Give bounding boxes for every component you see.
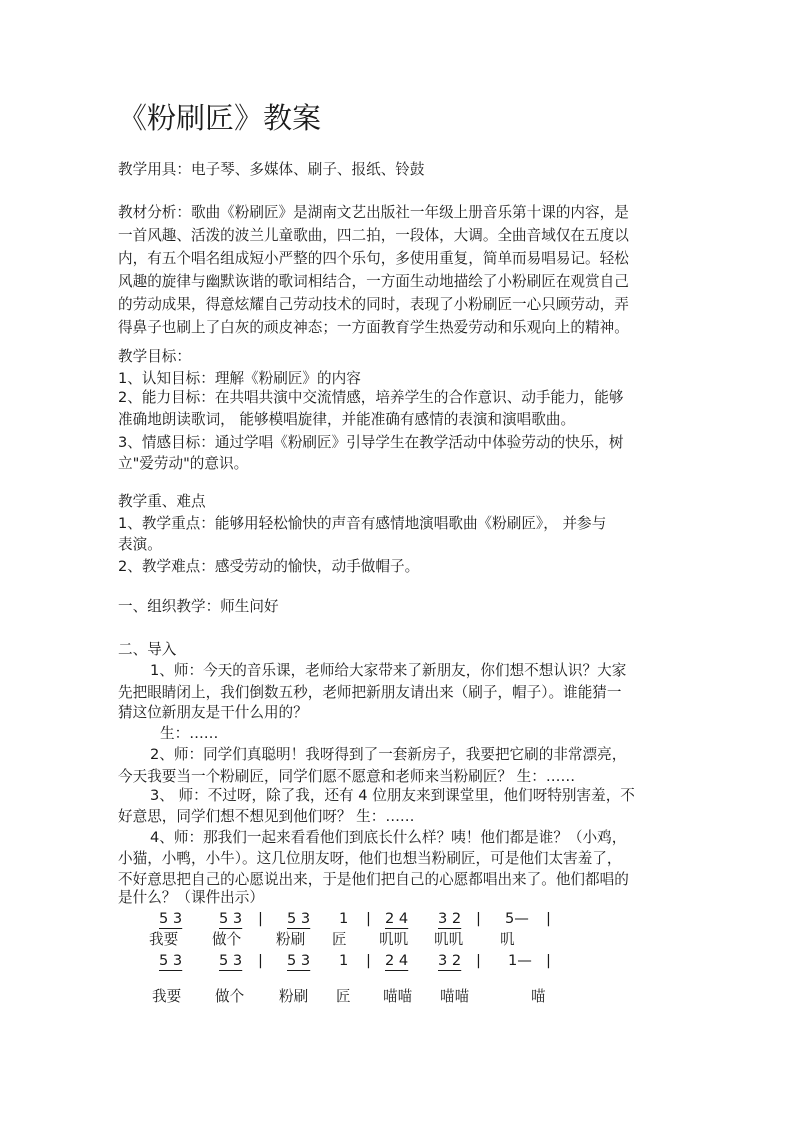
score-lyric: 喵喵 bbox=[383, 988, 413, 1005]
analysis-line: 的劳动成果，得意炫耀自己劳动技术的同时，表现了小粉刷匠一心只顾劳动，弄 bbox=[118, 296, 629, 313]
score-note: 3 2 bbox=[438, 910, 462, 927]
score-note: 1— bbox=[508, 952, 532, 969]
score-note: 2 4 bbox=[385, 910, 409, 927]
intro-line: 今天我要当一个粉刷匠，同学们愿不愿意和老师来当粉刷匠？ 生：…… bbox=[118, 768, 576, 785]
objective-line: 立"爱劳动"的意识。 bbox=[118, 455, 249, 472]
intro-line: 是什么？（课件出示） bbox=[118, 889, 264, 906]
intro-line: 3、 师：不过呀，除了我，还有 4 位朋友来到课堂里，他们呀特别害羞，不 bbox=[150, 787, 635, 804]
objectives-heading: 教学目标： bbox=[118, 348, 191, 365]
score-lyric: 喵 bbox=[531, 988, 546, 1005]
score-barline: | bbox=[258, 952, 263, 969]
intro-heading: 二、导入 bbox=[118, 641, 177, 658]
score-barline: | bbox=[366, 910, 371, 927]
analysis-line: 一首风趣、活泼的波兰儿童歌曲，四二拍，一段体，大调。全曲音域仅在五度以 bbox=[118, 227, 629, 244]
score-lyric: 粉刷 bbox=[276, 931, 306, 948]
intro-line: 1、师：今天的音乐课，老师给大家带来了新朋友，你们想不想认识？大家 bbox=[150, 662, 627, 679]
score-note: 5— bbox=[505, 910, 529, 927]
score-note: 5 3 bbox=[159, 910, 183, 927]
intro-line: 小猫，小鸭，小牛）。这几位朋友呀，他们也想当粉刷匠，可是他们太害羞了， bbox=[118, 850, 622, 867]
score-note: 5 3 bbox=[287, 952, 311, 969]
score-note: 2 4 bbox=[385, 952, 409, 969]
page-title: 《粉刷匠》教案 bbox=[118, 101, 322, 135]
score-lyric: 粉刷 bbox=[279, 988, 309, 1005]
intro-line: 好意思，同学们想不想见到他们呀？ 生：…… bbox=[118, 808, 415, 825]
analysis-line: 内，有五个唱名组成短小严整的四个乐句，多使用重复，简单而易唱易记。轻松 bbox=[118, 250, 629, 267]
objective-line: 2、能力目标：在共唱共演中交流情感，培养学生的合作意识、动手能力，能够 bbox=[118, 389, 624, 406]
score-lyric: 叽叽 bbox=[379, 931, 409, 948]
analysis-line: 得鼻子也刷上了白灰的顽皮神态；一方面教育学生热爱劳动和乐观向上的精神。 bbox=[118, 319, 629, 336]
score-note: 1 bbox=[339, 910, 349, 927]
section-organize: 一、组织教学：师生问好 bbox=[118, 598, 279, 615]
objective-line: 1、认知目标：理解《粉刷匠》的内容 bbox=[118, 370, 361, 387]
intro-line: 4、师：那我们一起来看看他们到底长什么样？咦！他们都是谁？（小鸡， bbox=[150, 829, 627, 846]
score-lyric: 喵喵 bbox=[440, 988, 470, 1005]
score-note: 3 2 bbox=[438, 952, 462, 969]
intro-line: 不好意思把自己的心愿说出来，于是他们把自己的心愿都唱出来了。他们都唱的 bbox=[118, 871, 629, 888]
score-note: 1 bbox=[339, 952, 349, 969]
score-barline: | bbox=[258, 910, 263, 927]
score-barline: | bbox=[476, 952, 481, 969]
score-barline: | bbox=[546, 952, 551, 969]
score-lyric: 我要 bbox=[152, 988, 182, 1005]
intro-line: 先把眼睛闭上，我们倒数五秒，老师把新朋友请出来（刷子，帽子）。谁能猜一 bbox=[118, 684, 622, 701]
score-barline: | bbox=[366, 952, 371, 969]
score-lyric: 匠 bbox=[332, 931, 347, 948]
score-note: 5 3 bbox=[287, 910, 311, 927]
intro-line: 生：…… bbox=[160, 725, 219, 742]
key-point-line: 1、教学重点：能够用轻松愉快的声音有感情地演唱歌曲《粉刷匠》， 并参与 bbox=[118, 515, 607, 532]
key-point-line: 2、教学难点：感受劳动的愉快，动手做帽子。 bbox=[118, 558, 420, 575]
score-barline: | bbox=[476, 910, 481, 927]
objective-line: 3、情感目标：通过学唱《粉刷匠》引导学生在教学活动中体验劳动的快乐，树 bbox=[118, 434, 624, 451]
key-point-line: 表演。 bbox=[118, 536, 162, 553]
objective-line: 准确地朗读歌词， 能够模唱旋律，并能准确有感情的表演和演唱歌曲。 bbox=[118, 411, 576, 428]
score-lyric: 匠 bbox=[336, 988, 351, 1005]
score-lyric: 我要 bbox=[149, 931, 179, 948]
score-barline: | bbox=[546, 910, 551, 927]
score-note: 5 3 bbox=[219, 952, 243, 969]
score-note: 5 3 bbox=[219, 910, 243, 927]
intro-line: 2、师：同学们真聪明！我呀得到了一套新房子，我要把它刷的非常漂亮， bbox=[150, 746, 627, 763]
intro-line: 猜这位新朋友是干什么用的？ bbox=[118, 704, 308, 721]
analysis-line: 风趣的旋律与幽默诙谐的歌词相结合，一方面生动地描绘了小粉刷匠在观赏自己 bbox=[118, 273, 629, 290]
score-lyric: 叽 bbox=[500, 931, 515, 948]
teaching-tools: 教学用具：电子琴、多媒体、刷子、报纸、铃鼓 bbox=[118, 161, 425, 178]
analysis-line: 教材分析：歌曲《粉刷匠》是湖南文艺出版社一年级上册音乐第十课的内容，是 bbox=[118, 204, 629, 221]
score-lyric: 做个 bbox=[215, 988, 245, 1005]
score-lyric: 叽叽 bbox=[434, 931, 464, 948]
score-lyric: 做个 bbox=[212, 931, 242, 948]
key-points-heading: 教学重、难点 bbox=[118, 493, 206, 510]
score-note: 5 3 bbox=[159, 952, 183, 969]
